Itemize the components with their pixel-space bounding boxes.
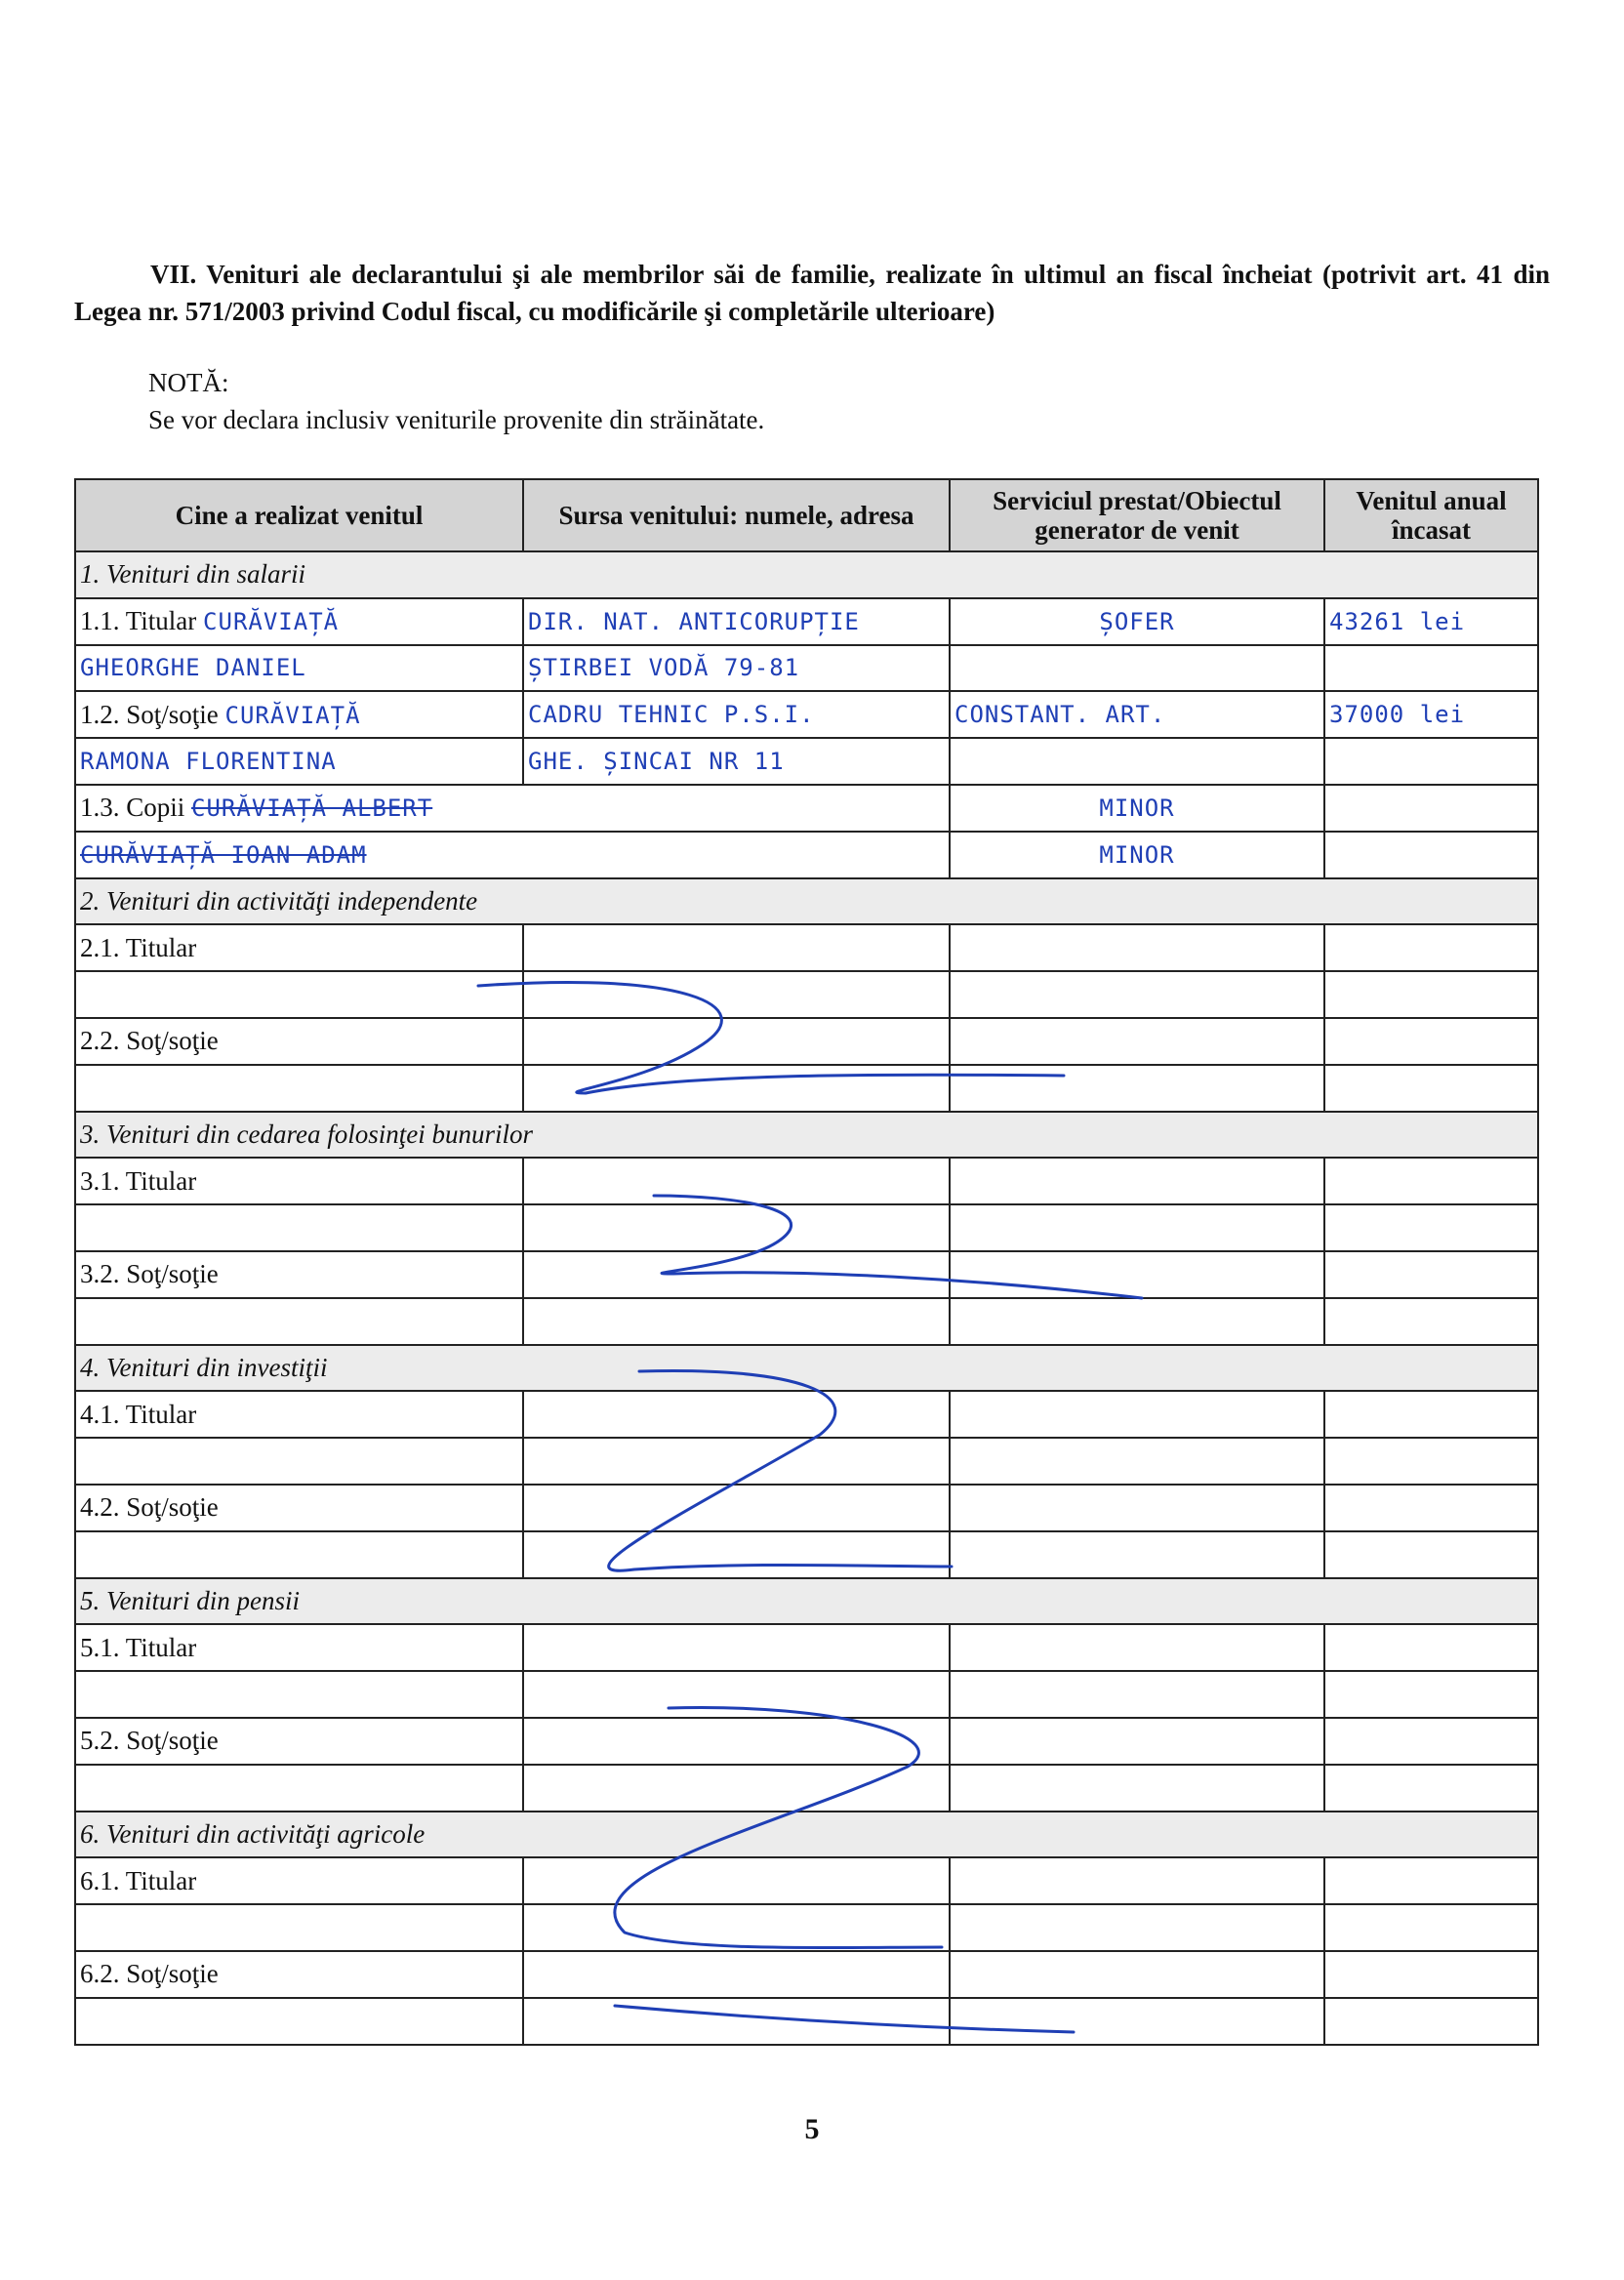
table-row bbox=[75, 645, 1538, 692]
row-label bbox=[75, 785, 950, 832]
handwritten-service: MINOR bbox=[950, 785, 1324, 832]
table-row bbox=[75, 1904, 1538, 1951]
header-service: Serviciul prestat/Obiectul generator de venit bbox=[950, 479, 1324, 551]
note-text: Se vor declara inclusiv veniturile provenite din străinătate. bbox=[148, 405, 765, 434]
handwritten-source: DIR. NAT. ANTICORUPȚIE bbox=[523, 598, 950, 645]
row-label: 6.2. Soţ/soţie bbox=[75, 1951, 523, 1998]
empty-cell bbox=[1324, 832, 1538, 878]
table-row bbox=[75, 1998, 1538, 2045]
label-text: 1.3. Copii bbox=[80, 793, 185, 823]
row-label: 2.2. Soţ/soţie bbox=[75, 1018, 523, 1065]
table-row bbox=[75, 1531, 1538, 1578]
table-row bbox=[75, 1485, 1538, 1531]
table-row bbox=[75, 1951, 1538, 1998]
section-salaries: 1. Venituri din salarii bbox=[75, 551, 1538, 598]
table-row bbox=[75, 1298, 1538, 1345]
section-row bbox=[75, 1112, 1538, 1159]
table-row bbox=[75, 924, 1538, 971]
section-row bbox=[75, 551, 1538, 598]
handwritten-name: RAMONA FLORENTINA bbox=[75, 738, 523, 785]
table-row bbox=[75, 598, 1538, 645]
handwritten-name: CURĂVIAȚĂ IOAN ADAM bbox=[75, 832, 950, 878]
table-row bbox=[75, 1251, 1538, 1298]
empty-cell bbox=[1324, 738, 1538, 785]
handwritten-service: MINOR bbox=[950, 832, 1324, 878]
section-independent: 2. Venituri din activităţi independente bbox=[75, 878, 1538, 925]
empty-cell bbox=[1324, 645, 1538, 692]
row-label: 5.2. Soţ/soţie bbox=[75, 1718, 523, 1765]
income-table bbox=[74, 478, 1539, 2046]
row-label bbox=[75, 691, 523, 738]
table-row bbox=[75, 785, 1538, 832]
section-pensions: 5. Venituri din pensii bbox=[75, 1578, 1538, 1625]
table-row bbox=[75, 1065, 1538, 1112]
handwritten-amount: 43261 lei bbox=[1324, 598, 1538, 645]
header-source: Sursa venitului: numele, adresa bbox=[523, 479, 950, 551]
section-property-use: 3. Venituri din cedarea folosinţei bunurilor bbox=[75, 1112, 1538, 1159]
handwritten-name: GHEORGHE DANIEL bbox=[75, 645, 523, 692]
handwritten-service: CONSTANT. ART. bbox=[950, 691, 1324, 738]
header-who: Cine a realizat venitul bbox=[75, 479, 523, 551]
label-text: 1.2. Soţ/soţie bbox=[80, 699, 219, 729]
table-header-row bbox=[75, 479, 1538, 551]
handwritten-amount: 37000 lei bbox=[1324, 691, 1538, 738]
row-label: 5.1. Titular bbox=[75, 1624, 523, 1671]
table-row bbox=[75, 1857, 1538, 1904]
handwritten-address: GHE. ȘINCAI NR 11 bbox=[523, 738, 950, 785]
section-agricultural: 6. Venituri din activităţi agricole bbox=[75, 1812, 1538, 1858]
table-row bbox=[75, 1204, 1538, 1251]
table-row bbox=[75, 1018, 1538, 1065]
row-label: 3.2. Soţ/soţie bbox=[75, 1251, 523, 1298]
table-row bbox=[75, 1438, 1538, 1485]
table-row bbox=[75, 1671, 1538, 1718]
table-row bbox=[75, 1718, 1538, 1765]
section-row bbox=[75, 1345, 1538, 1392]
row-label: 2.1. Titular bbox=[75, 924, 523, 971]
section-heading: VII. Venituri ale declarantului şi ale membrilor săi de familie, realizate în ultimul an fiscal încheiat (potrivit art. 41 din Legea nr. 571/2003 privind Codul fiscal, cu modificările şi completările ulterioare) bbox=[74, 260, 1550, 326]
handwritten-name: CURĂVIAȚĂ bbox=[203, 608, 340, 636]
handwritten-name: CURĂVIAȚĂ ALBERT bbox=[191, 794, 433, 823]
row-label bbox=[75, 598, 523, 645]
table-row bbox=[75, 691, 1538, 738]
table-row bbox=[75, 1391, 1538, 1438]
row-label: 4.1. Titular bbox=[75, 1391, 523, 1438]
note-label: NOTĂ: bbox=[148, 368, 229, 397]
table-row bbox=[75, 738, 1538, 785]
row-label: 4.2. Soţ/soţie bbox=[75, 1485, 523, 1531]
handwritten-address: ȘTIRBEI VODĂ 79-81 bbox=[523, 645, 950, 692]
table-row bbox=[75, 1158, 1538, 1204]
empty-cell bbox=[950, 738, 1324, 785]
label-text: 1.1. Titular bbox=[80, 606, 197, 636]
page-number: 5 bbox=[804, 2113, 820, 2145]
table-row bbox=[75, 832, 1538, 878]
table-row bbox=[75, 1765, 1538, 1812]
header-amount: Venitul anual încasat bbox=[1324, 479, 1538, 551]
empty-cell bbox=[950, 645, 1324, 692]
section-row bbox=[75, 1812, 1538, 1858]
section-investments: 4. Venituri din investiţii bbox=[75, 1345, 1538, 1392]
handwritten-source: CADRU TEHNIC P.S.I. bbox=[523, 691, 950, 738]
table-row bbox=[75, 971, 1538, 1018]
handwritten-service: ȘOFER bbox=[950, 598, 1324, 645]
row-label: 3.1. Titular bbox=[75, 1158, 523, 1204]
table-row bbox=[75, 1624, 1538, 1671]
section-row bbox=[75, 1578, 1538, 1625]
empty-cell bbox=[1324, 785, 1538, 832]
row-label: 6.1. Titular bbox=[75, 1857, 523, 1904]
section-row bbox=[75, 878, 1538, 925]
handwritten-name: CURĂVIAȚĂ bbox=[224, 701, 361, 729]
